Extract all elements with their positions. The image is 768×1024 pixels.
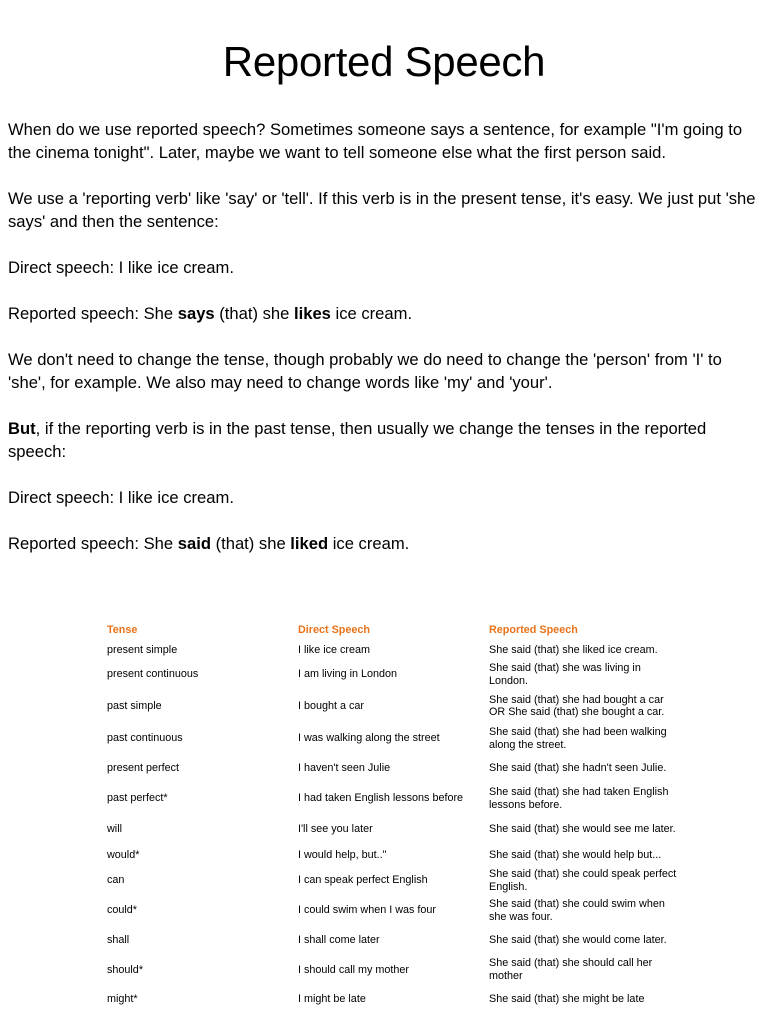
reported-speech-cell: She said (that) she had been walking along the street. <box>489 726 667 751</box>
reported-speech-cell: She said (that) she would come later. <box>489 933 667 946</box>
reported-speech-cell: She said (that) she could speak perfect English. <box>489 868 677 893</box>
intro-text <box>8 118 763 578</box>
table-row <box>102 660 684 689</box>
reported-speech-cell: She said (that) she had bought a car OR She said (that) she bought a car. <box>489 693 665 719</box>
table-row <box>102 814 684 845</box>
reported-speech-cell: She said (that) she would see me later. <box>489 823 676 836</box>
direct-speech-cell: I like ice cream <box>298 643 370 656</box>
tense-cell: past simple <box>107 699 162 712</box>
tense-cell: past continuous <box>107 732 183 745</box>
intro-paragraph-5: We don't need to change the tense, though probably we do need to change the 'person' from 'I' to 'she', for example. We also may need to change words like 'my' and 'your'. <box>8 350 722 392</box>
intro-paragraph-1: When do we use reported speech? Sometimes someone says a sentence, for example "I'm going to the cinema tonight". Later, maybe we want to tell someone else what the first person said. <box>8 120 743 162</box>
table-row <box>102 689 684 723</box>
tense-cell: present simple <box>107 643 178 656</box>
direct-speech-example-2: Direct speech: I like ice cream. <box>8 488 234 507</box>
direct-speech-cell: I might be late <box>298 993 366 1006</box>
tense-cell: present perfect <box>107 762 180 775</box>
tense-cell: past perfect* <box>107 792 168 805</box>
table-row <box>102 896 684 925</box>
direct-speech-cell: I would help, but.." <box>298 848 387 861</box>
tense-cell: will <box>107 823 122 836</box>
tense-cell: present continuous <box>107 668 199 681</box>
table-body <box>102 640 684 1013</box>
direct-speech-cell: I was walking along the street <box>298 732 440 745</box>
reported-speech-cell: She said (that) she should call her mother <box>489 957 653 982</box>
intro-paragraph-2: We use a 'reporting verb' like 'say' or 'tell'. If this verb is in the present tense, it's easy. We just put 'she says' and then the sentence: <box>8 189 756 231</box>
intro-paragraph-6: But, if the reporting verb is in the past tense, then usually we change the tenses in the reported speech: <box>8 419 707 461</box>
direct-speech-cell: I shall come later <box>298 933 380 946</box>
table-row <box>102 985 684 1013</box>
page-title: Reported Speech <box>222 38 546 85</box>
direct-speech-cell: I had taken English lessons before <box>298 792 464 805</box>
tense-cell: shall <box>107 933 130 946</box>
direct-speech-cell: I could swim when I was four <box>298 904 437 917</box>
tense-table <box>102 620 684 1013</box>
column-header-tense: Tense <box>107 623 138 636</box>
direct-speech-example-1: Direct speech: I like ice cream. <box>8 258 234 277</box>
direct-speech-cell: I'll see you later <box>298 823 373 836</box>
table-row <box>102 754 684 783</box>
table-row <box>102 865 684 896</box>
reported-speech-cell: She said (that) she might be late <box>489 993 645 1006</box>
reported-speech-cell: She said (that) she was living in London. <box>489 662 641 687</box>
column-header-reported-speech: Reported Speech <box>489 623 578 636</box>
table-row <box>102 845 684 865</box>
tense-cell: could* <box>107 904 138 917</box>
table-header-row <box>102 620 684 640</box>
tense-cell: should* <box>107 963 144 976</box>
reported-speech-cell: She said (that) she liked ice cream. <box>489 643 658 656</box>
direct-speech-cell: I can speak perfect English <box>298 874 428 887</box>
column-header-direct-speech: Direct Speech <box>298 623 371 636</box>
table-row <box>102 723 684 754</box>
tense-cell: can <box>107 874 125 887</box>
direct-speech-cell: I bought a car <box>298 699 365 712</box>
reported-speech-cell: She said (that) she had taken English lessons before. <box>489 786 669 811</box>
direct-speech-cell: I should call my mother <box>298 963 410 976</box>
reported-speech-example-1: Reported speech: She says (that) she likes ice cream. <box>8 304 413 323</box>
tense-cell: might* <box>107 993 138 1006</box>
direct-speech-cell: I haven't seen Julie <box>298 762 391 775</box>
direct-speech-cell: I am living in London <box>298 668 398 681</box>
reported-speech-cell: She said (that) she would help but... <box>489 848 662 861</box>
reported-speech-example-2: Reported speech: She said (that) she liked ice cream. <box>8 534 410 553</box>
table-row <box>102 640 684 660</box>
tense-cell: would* <box>107 848 140 861</box>
reported-speech-cell: She said (that) she could swim when she was four. <box>489 898 665 923</box>
reported-speech-cell: She said (that) she hadn't seen Julie. <box>489 762 667 775</box>
table-row <box>102 925 684 954</box>
table-row <box>102 783 684 814</box>
table-row <box>102 954 684 985</box>
